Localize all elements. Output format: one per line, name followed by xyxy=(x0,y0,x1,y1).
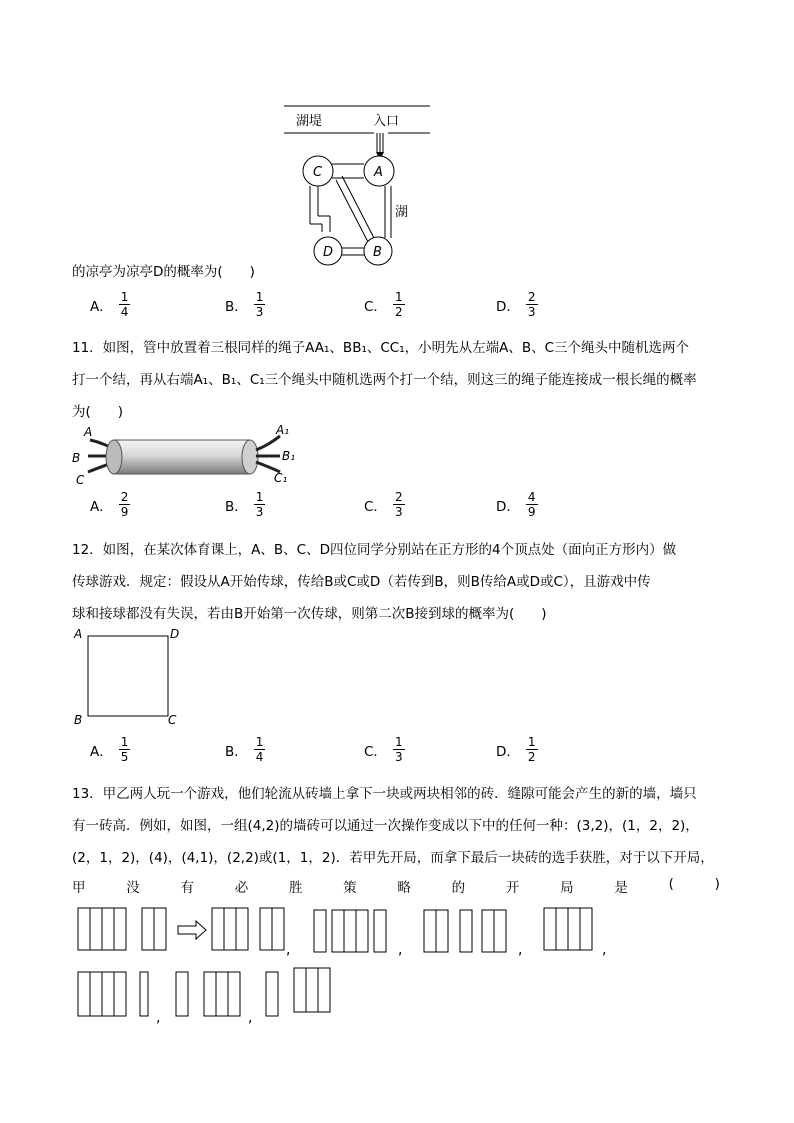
fraction: $\frac{4}{9}$ xyxy=(527,490,536,519)
q10-option-d[interactable]: D． $\frac{2}{3}$ xyxy=(496,290,536,319)
q12-option-c[interactable]: C． $\frac{1}{3}$ xyxy=(364,735,403,764)
square-label-c: C xyxy=(168,713,177,727)
q10-option-a[interactable]: A． $\frac{1}{4}$ xyxy=(90,290,129,319)
wall-option-6 xyxy=(266,968,330,1016)
label-lake: 湖 xyxy=(395,205,409,220)
wall-option-1 xyxy=(314,910,386,952)
label-dike: 湖堤 xyxy=(296,114,323,129)
q11-option-c[interactable]: C． $\frac{2}{3}$ xyxy=(364,490,403,519)
q10-option-c[interactable]: C． $\frac{1}{2}$ xyxy=(364,290,403,319)
comma: , xyxy=(286,942,291,958)
brick-walls-row-2 xyxy=(72,964,372,1028)
comma: , xyxy=(398,942,403,958)
q10-text: 的凉亭为凉亭D的概率为( ) xyxy=(72,264,255,280)
rope-label-c: C xyxy=(76,473,85,487)
fraction: $\frac{1}{3}$ xyxy=(255,290,264,319)
q12-line-1: 12．如图，在某次体育课上，A、B、C、D四位同学分别站在正方形的4个顶点处（面向正方形内）做 xyxy=(72,542,677,558)
wall-option-2 xyxy=(424,910,506,952)
fraction: $\frac{2}{3}$ xyxy=(527,290,536,319)
fraction: $\frac{1}{2}$ xyxy=(394,290,403,319)
q11-line-1: 11．如图，管中放置着三根同样的绳子AA₁、BB₁、CC₁，小明先从左端A、B、C三个绳头中随机选两个 xyxy=(72,340,690,356)
q12-option-d[interactable]: D． $\frac{1}{2}$ xyxy=(496,735,536,764)
node-a-label: A xyxy=(374,165,383,180)
q13-line-3: (2，1，2)，(4)，(4,1)，(2,2)或(1，1，2)．若甲先开局，而拿下最后一块砖的选手获胜，对于以下开局， xyxy=(72,850,714,866)
q11-line-3: 为( ) xyxy=(72,404,124,420)
rope-label-b1: B₁ xyxy=(282,449,296,463)
comma: , xyxy=(602,942,607,958)
comma: , xyxy=(248,1010,253,1026)
tube-rope-figure xyxy=(72,422,312,490)
arrow-icon xyxy=(178,921,206,939)
node-c-label: C xyxy=(313,165,323,180)
fraction: $\frac{1}{3}$ xyxy=(255,490,264,519)
q12-option-a[interactable]: A． $\frac{1}{5}$ xyxy=(90,735,129,764)
fraction: $\frac{2}{3}$ xyxy=(394,490,403,519)
label-entrance: 入口 xyxy=(373,114,400,129)
wall-3-2 xyxy=(212,908,284,950)
square-label-a: A xyxy=(74,627,83,641)
wall-option-3 xyxy=(544,908,592,950)
fraction: $\frac{1}{5}$ xyxy=(120,735,129,764)
q11-option-a[interactable]: A． $\frac{2}{9}$ xyxy=(90,490,129,519)
rope-label-a: A xyxy=(84,425,93,439)
rope-label-c1: C₁ xyxy=(274,471,288,485)
fraction: $\frac{2}{9}$ xyxy=(120,490,129,519)
comma: , xyxy=(156,1010,161,1026)
fraction: $\frac{1}{4}$ xyxy=(255,735,264,764)
rope-label-a1: A₁ xyxy=(276,423,290,437)
comma: , xyxy=(518,942,523,958)
q11-line-2: 打一个结，再从右端A₁、B₁、C₁三个绳头中随机选两个打一个结，则这三的绳子能连接成一根长绳的概率 xyxy=(72,372,697,388)
q13-line-4: 甲 没 有 必 胜 策 略 的 开 局 是 ( ) xyxy=(72,876,720,896)
q12-line-2: 传球游戏．规定：假设从A开始传球，传给B或C或D（若传到B，则B传给A或D或C），且游戏中传 xyxy=(72,574,651,590)
fraction: $\frac{1}{2}$ xyxy=(527,735,536,764)
node-d-label: D xyxy=(323,245,334,260)
wall-4-2-example xyxy=(78,908,166,950)
q11-option-b[interactable]: B． $\frac{1}{3}$ xyxy=(225,490,264,519)
wall-option-4 xyxy=(78,972,148,1016)
square-figure xyxy=(72,624,192,730)
q13-line-1: 13．甲乙两人玩一个游戏，他们轮流从砖墙上拿下一块或两块相邻的砖．缝隙可能会产生的新的墙，墙只 xyxy=(72,786,697,802)
q10-option-b[interactable]: B． $\frac{1}{3}$ xyxy=(225,290,264,319)
rope-label-b: B xyxy=(72,451,81,465)
lake-path-figure xyxy=(280,100,440,270)
square-label-d: D xyxy=(170,627,180,641)
brick-walls-row-1 xyxy=(72,902,632,962)
wall-option-5 xyxy=(176,972,240,1016)
q12-line-3: 球和接球都没有失误，若由B开始第一次传球，则第二次B接到球的概率为( ) xyxy=(72,606,547,622)
square-label-b: B xyxy=(74,713,83,727)
node-b-label: B xyxy=(373,245,382,260)
fraction: $\frac{1}{4}$ xyxy=(120,290,129,319)
q12-option-b[interactable]: B． $\frac{1}{4}$ xyxy=(225,735,264,764)
q13-line-2: 有一砖高．例如，如图，一组(4,2)的墙砖可以通过一次操作变成以下中的任何一种：(3,2)，(1，2，2)， xyxy=(72,818,699,834)
fraction: $\frac{1}{3}$ xyxy=(394,735,403,764)
q11-option-d[interactable]: D． $\frac{4}{9}$ xyxy=(496,490,536,519)
